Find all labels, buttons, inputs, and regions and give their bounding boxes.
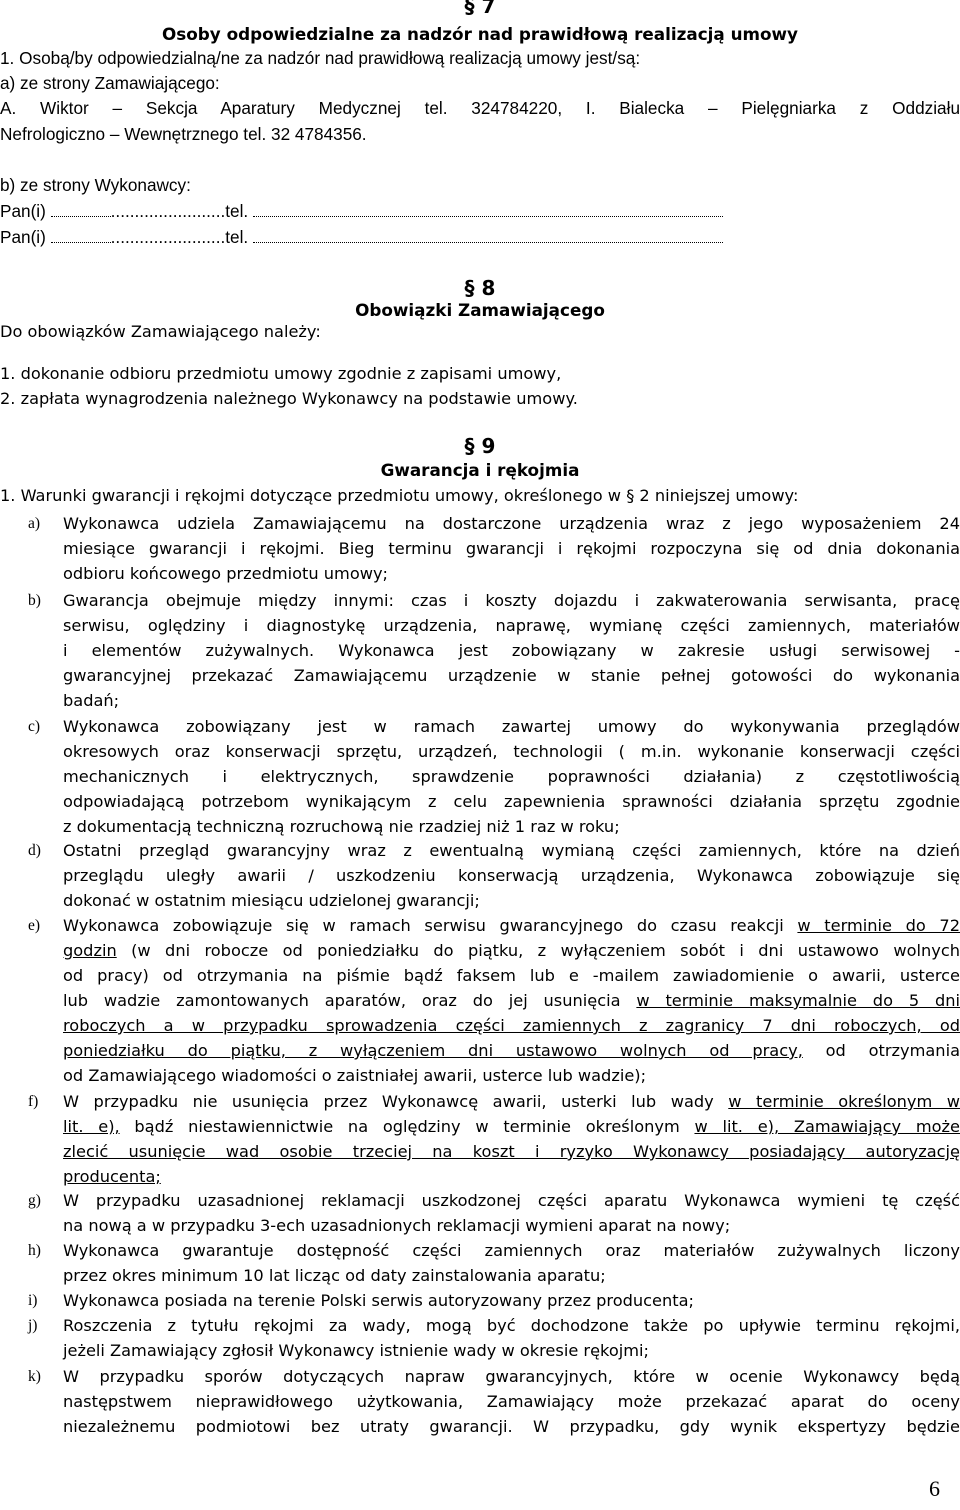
section-9-number: § 9 — [464, 434, 496, 458]
underlined-text: godzin — [63, 941, 117, 960]
s7-line-3: A. Wiktor – Sekcja Aparatury Medycznej tel. 324784220, I. Bialecka – Pielęgniarka z Oddziału — [0, 98, 960, 118]
item-text — [63, 838, 960, 913]
pan-label: Pan(i) — [0, 201, 46, 221]
item-line: Wykonawca zobowiązany jest w ramach zawartej umowy do wykonywania przeglądów — [63, 717, 960, 736]
underlined-text: w terminie określonym w — [728, 1092, 960, 1111]
s9-intro: 1. Warunki gwarancji i rękojmi dotyczące przedmiotu umowy, określonego w § 2 niniejszej umowy: — [0, 486, 799, 505]
item-line: Gwarancja obejmuje między innymi: czas i koszty dojazdu i zakwaterowania serwisanta, pracę — [63, 591, 960, 610]
item-letter: f) — [28, 1093, 39, 1110]
item-line: na nową a w przypadku 3-ech uzasadnionych reklamacji wymieni aparat na nowy; — [63, 1216, 731, 1235]
item-letter: e) — [28, 917, 41, 934]
item-letter: g) — [28, 1192, 41, 1209]
underlined-text: poniedziałku do piątku, z wyłączeniem dni ustawowo wolnych od pracy, — [63, 1041, 803, 1060]
s8-item-2: 2. zapłata wynagrodzenia należnego Wykonawcy na podstawie umowy. — [0, 389, 578, 408]
item-text — [63, 1089, 960, 1189]
item-letter: c) — [28, 718, 41, 735]
item-letter: k) — [28, 1368, 41, 1385]
item-text — [63, 913, 960, 1088]
item-line: godzin (w dni robocze od poniedziałku do piątku, z wyłączeniem sobót i dni ustawowo wolnych — [63, 941, 960, 960]
item-line: i elementów zużywalnych. Wykonawca jest zobowiązany w zakresie usługi serwisowej - — [63, 641, 960, 660]
tel-label: ........................tel. — [110, 227, 249, 247]
item-line: z dokumentacją techniczną rozruchową nie rzadziej niż 1 raz w roku; — [63, 817, 620, 836]
item-letter: h) — [28, 1242, 41, 1259]
item-line: od pracy) od otrzymania na piśmie bądź faksem lub e -mailem zawiadomienie o awarii, usterce — [63, 966, 960, 985]
item-line: gwarancyjnej przekazać Zamawiającemu urządzenie w stanie pełnej gotowości do wykonania — [63, 666, 960, 685]
dots — [253, 204, 723, 217]
item-letter: i) — [28, 1292, 38, 1309]
page-number: 6 — [929, 1476, 940, 1501]
s7-line-5: b) ze strony Wykonawcy: — [0, 175, 191, 195]
item-letter: j) — [28, 1317, 38, 1334]
section-8-number: § 8 — [464, 276, 496, 300]
section-8-title: Obowiązki Zamawiającego — [355, 300, 605, 320]
item-line — [63, 1013, 960, 1038]
item-line: badań; — [63, 691, 120, 710]
item-line: W przypadku sporów dotyczących napraw gwarancyjnych, które w ocenie Wykonawcy będą — [63, 1367, 960, 1386]
dots — [51, 204, 111, 217]
item-text — [63, 1313, 960, 1363]
pan-label: Pan(i) — [0, 227, 46, 247]
item-line: Wykonawca zobowiązuje się w ramach serwisu gwarancyjnego do czasu reakcji w terminie do 72 — [63, 916, 960, 935]
item-line: odpowiadającą potrzebom wynikającym z celu zapewnienia sprawności działania sprzętu zgodnie — [63, 792, 960, 811]
item-line: W przypadku uzasadnionej reklamacji uszkodzonej części aparatu Wykonawca wymieni tę część — [63, 1191, 960, 1210]
item-line: przeglądu uległy awarii / uszkodzeniu konserwacją urządzenia, Wykonawca zobowiązuje się — [63, 866, 960, 885]
item-line: Wykonawca gwarantuje dostępność części zamiennych oraz materiałów zużywalnych liczony — [63, 1241, 960, 1260]
item-line: miesiące gwarancji i rękojmi. Bieg terminu gwarancji i rękojmi rozpoczyna się od dnia dokonania — [63, 539, 960, 558]
item-line: następstwem nieprawidłowego użytkowania, Zamawiający może przekazać aparat do oceny — [63, 1392, 960, 1411]
item-line: od Zamawiającego wiadomości o zaistniałej awarii, usterce lub wadzie); — [63, 1066, 647, 1085]
s7-line-4: Nefrologiczno – Wewnętrznego tel. 32 4784356. — [0, 124, 367, 144]
underlined-text: w lit. e), Zamawiający może — [694, 1117, 960, 1136]
item-text — [63, 714, 960, 839]
item-line: serwisu, oględziny i diagnostykę urządzenia, naprawę, wymianę części zamiennych, materiałów — [63, 616, 960, 635]
s8-intro: Do obowiązków Zamawiającego należy: — [0, 322, 321, 341]
item-line: W przypadku nie usunięcia przez Wykonawcę awarii, usterki lub wady w terminie określonym w — [63, 1092, 960, 1111]
underlined-text: w terminie maksymalnie do 5 dni — [636, 991, 960, 1010]
item-letter: b) — [28, 592, 41, 609]
item-line: Wykonawca posiada na terenie Polski serwis autoryzowany przez producenta; — [63, 1291, 694, 1310]
item-line: lub wadzie zamontowanych aparatów, oraz do jej usunięcia w terminie maksymalnie do 5 dni — [63, 991, 960, 1010]
underlined-text: zlecić usunięcie wad osobie trzeciej na koszt i ryzyko Wykonawcy posiadający autoryzację — [63, 1142, 960, 1161]
item-line: Ostatni przegląd gwarancyjny wraz z ewentualną wymianą części zamiennych, które na dzień — [63, 841, 960, 860]
section-7-number: § 7 — [464, 0, 496, 18]
section-7-title: Osoby odpowiedzialne za nadzór nad prawidłową realizacją umowy — [162, 24, 798, 44]
item-text — [63, 1188, 960, 1238]
item-line — [63, 1139, 960, 1164]
item-line: dokonać w ostatnim miesiącu udzielonej gwarancji; — [63, 891, 480, 910]
dots — [51, 230, 111, 243]
item-text — [63, 1288, 960, 1313]
item-line: Roszczenia z tytułu rękojmi za wady, mogą być dochodzone także po upływie terminu rękojmi, — [63, 1316, 960, 1335]
item-line: lit. e), bądź niestawiennictwie na oględziny w terminie określonym w lit. e), Zamawiający może — [63, 1117, 960, 1136]
underlined-text: w terminie do 72 — [797, 916, 960, 935]
item-line: odbioru końcowego przedmiotu umowy; — [63, 564, 388, 583]
item-line: mechanicznych i elektrycznych, sprawdzenie poprawności działania) z częstotliwością — [63, 767, 960, 786]
underlined-text: lit. e), — [63, 1117, 120, 1136]
s8-item-1: 1. dokonanie odbioru przedmiotu umowy zgodnie z zapisami umowy, — [0, 364, 562, 383]
underlined-text: producenta; — [63, 1167, 161, 1186]
item-line: niezależnemu podmiotowi bez utraty gwarancji. W przypadku, gdy wynik ekspertyzy będzie — [63, 1417, 960, 1436]
item-line: Wykonawca udziela Zamawiającemu na dostarczone urządzenia wraz z jego wyposażeniem 24 — [63, 514, 960, 533]
contractor-person-1 — [0, 201, 723, 222]
item-line — [63, 1164, 960, 1189]
item-letter: d) — [28, 842, 41, 859]
item-line: poniedziałku do piątku, z wyłączeniem dni ustawowo wolnych od pracy, od otrzymania — [63, 1041, 960, 1060]
item-line: okresowych oraz konserwacji sprzętu, urządzeń, technologii ( m.in. wykonanie konserwacji części — [63, 742, 960, 761]
dots — [253, 230, 723, 243]
item-text — [63, 1238, 960, 1288]
s7-line-2: a) ze strony Zamawiającego: — [0, 73, 220, 93]
item-line: przez okres minimum 10 lat licząc od daty zainstalowania aparatu; — [63, 1266, 606, 1285]
item-line: jeżeli Zamawiający zgłosił Wykonawcy istnienie wady w okresie rękojmi; — [63, 1341, 649, 1360]
tel-label: ........................tel. — [110, 201, 249, 221]
underlined-text: roboczych a w przypadku sprowadzenia części zamiennych z zagranicy 7 dni roboczych, od — [63, 1016, 960, 1035]
item-text — [63, 588, 960, 713]
section-9-title: Gwarancja i rękojmia — [380, 460, 580, 480]
item-text — [63, 1364, 960, 1439]
item-letter: a) — [28, 515, 41, 532]
item-text — [63, 511, 960, 586]
s7-line-1: 1. Osobą/by odpowiedzialną/ne za nadzór nad prawidłową realizacją umowy jest/są: — [0, 48, 641, 68]
contractor-person-2 — [0, 227, 723, 248]
